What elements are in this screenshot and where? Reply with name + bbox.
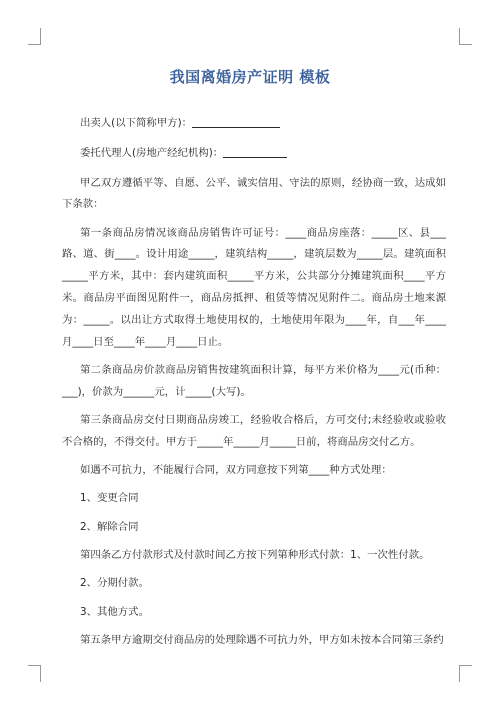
agent-label: 委托代理人(房地产经纪机构)： bbox=[80, 146, 224, 159]
crop-mark-bottom-left-vertical bbox=[40, 665, 41, 682]
paragraph-article-2: 第二条商品房价款商品房销售按建筑面积计算，每平方米价格为____元(币种：___)，价款为______元，计_____(大写)。 bbox=[62, 363, 446, 398]
paragraph-article-5: 第五条甲方逾期交付商品房的处理除遇不可抗力外，甲方如未按本合同第三条约 bbox=[80, 633, 444, 646]
crop-mark-bottom-right-horizontal bbox=[459, 665, 472, 666]
crop-mark-bottom-right-vertical bbox=[459, 665, 460, 682]
document-body bbox=[62, 113, 446, 658]
paragraph-principles: 甲乙双方遵循平等、自愿、公平、诚实信用、守法的原则，经协商一致，达成如下条款： bbox=[62, 176, 446, 211]
agent-line bbox=[62, 143, 446, 165]
document-title: 我国离婚房产证明 模板 bbox=[169, 68, 331, 86]
list-item-terminate-contract: 2、解除合同 bbox=[80, 520, 139, 533]
agent-blank[interactable] bbox=[223, 144, 287, 158]
seller-label: 出卖人(以下简称甲方)： bbox=[80, 117, 193, 129]
crop-mark-bottom-left-horizontal bbox=[28, 665, 41, 666]
paragraph-article-4: 第四条乙方付款形式及付款时间乙方按下列第种形式付款：1、一次性付款。 bbox=[80, 549, 430, 562]
paragraph-article-1: 第一条商品房情况该商品房销售许可证号：____商品房座落：_____区、县___路、道、街____。设计用途_____，建筑结构_____，建筑层数为_____层。建筑面积_____平方米，其中：套内建筑面积_____平方米，公共部分分摊建筑面积____平方米。商品房平面图见附件一，商品房抵押、租赁等情况见附件二。商品房土地来源为：_____。以出让方式取得土地使用权的，土地使用年限为____年，自___年____月____日至____年____月____日止。 bbox=[62, 226, 446, 348]
seller-line bbox=[62, 113, 446, 135]
crop-mark-top-right-horizontal bbox=[459, 44, 472, 45]
seller-blank[interactable] bbox=[192, 114, 280, 128]
list-item-installment: 2、分期付款。 bbox=[80, 577, 149, 590]
crop-mark-top-left-vertical bbox=[40, 28, 41, 45]
list-item-change-contract: 1、变更合同 bbox=[80, 492, 139, 505]
crop-mark-top-right-vertical bbox=[459, 28, 460, 45]
list-item-other-method: 3、其他方式。 bbox=[80, 605, 149, 618]
paragraph-force-majeure: 如遇不可抗力，不能履行合同，双方同意按下列第____种方式处理： bbox=[80, 464, 392, 477]
paragraph-article-3: 第三条商品房交付日期商品房竣工，经验收合格后，方可交付;未经验收或验收不合格的，不得交付。甲方于_____年_____月_____日前，将商品房交付乙方。 bbox=[62, 414, 446, 448]
crop-mark-top-left-horizontal bbox=[28, 44, 41, 45]
